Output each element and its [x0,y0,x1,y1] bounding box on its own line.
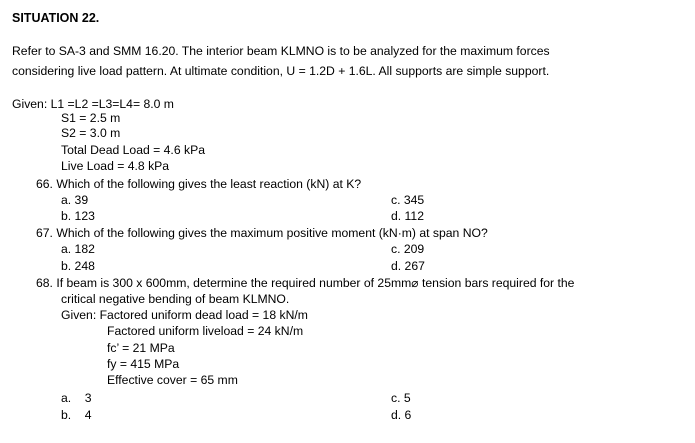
given-lead: Given: L1 =L2 =L3=L4= 8.0 m [12,97,174,111]
question-68-line-2: critical negative bending of beam KLMNO. [61,292,290,306]
q68-given-item: fc’ = 21 MPa [107,341,175,355]
question-66: 66. Which of the following gives the least reaction (kN) at K? [36,177,362,191]
given-item: Total Dead Load = 4.6 kPa [61,143,205,157]
intro-line-1: Refer to SA-3 and SMM 16.20. The interior beam KLMNO is to be analyzed for the maximum forces [12,44,550,58]
intro-line-2: considering live load pattern. At ultimate condition, U = 1.2D + 1.6L. All supports are simple support. [12,64,550,78]
question-67: 67. Which of the following gives the maximum positive moment (kN·m) at span NO? [36,226,488,240]
q68-given-lead: Given: Factored uniform dead load = 18 kN/m [61,308,308,322]
choice-67-d: d. 267 [391,259,425,273]
choice-68-b: b. 4 [61,408,92,422]
given-item: S1 = 2.5 m [61,111,121,125]
q68-given-item: Effective cover = 65 mm [107,373,238,387]
choice-68-c: c. 5 [391,391,411,405]
choice-66-b: b. 123 [61,209,95,223]
q68-given-item: fy = 415 MPa [107,357,180,371]
choice-66-d: d. 112 [391,209,424,223]
question-68-line-1: 68. If beam is 300 x 600mm, determine the required number of 25mm⌀ tension bars required for the [36,276,575,290]
choice-66-c: c. 345 [391,193,425,207]
choice-67-a: a. 182 [61,242,95,256]
q68-given-item: Factored uniform liveload = 24 kN/m [107,324,304,338]
choice-67-b: b. 248 [61,259,95,273]
given-item: Live Load = 4.8 kPa [61,159,170,173]
choice-66-a: a. 39 [61,193,89,207]
choice-68-a: a. 3 [61,391,92,405]
choice-68-d: d. 6 [391,408,412,422]
given-item: S2 = 3.0 m [61,126,121,140]
choice-67-c: c. 209 [391,242,425,256]
situation-title: SITUATION 22. [12,11,100,25]
